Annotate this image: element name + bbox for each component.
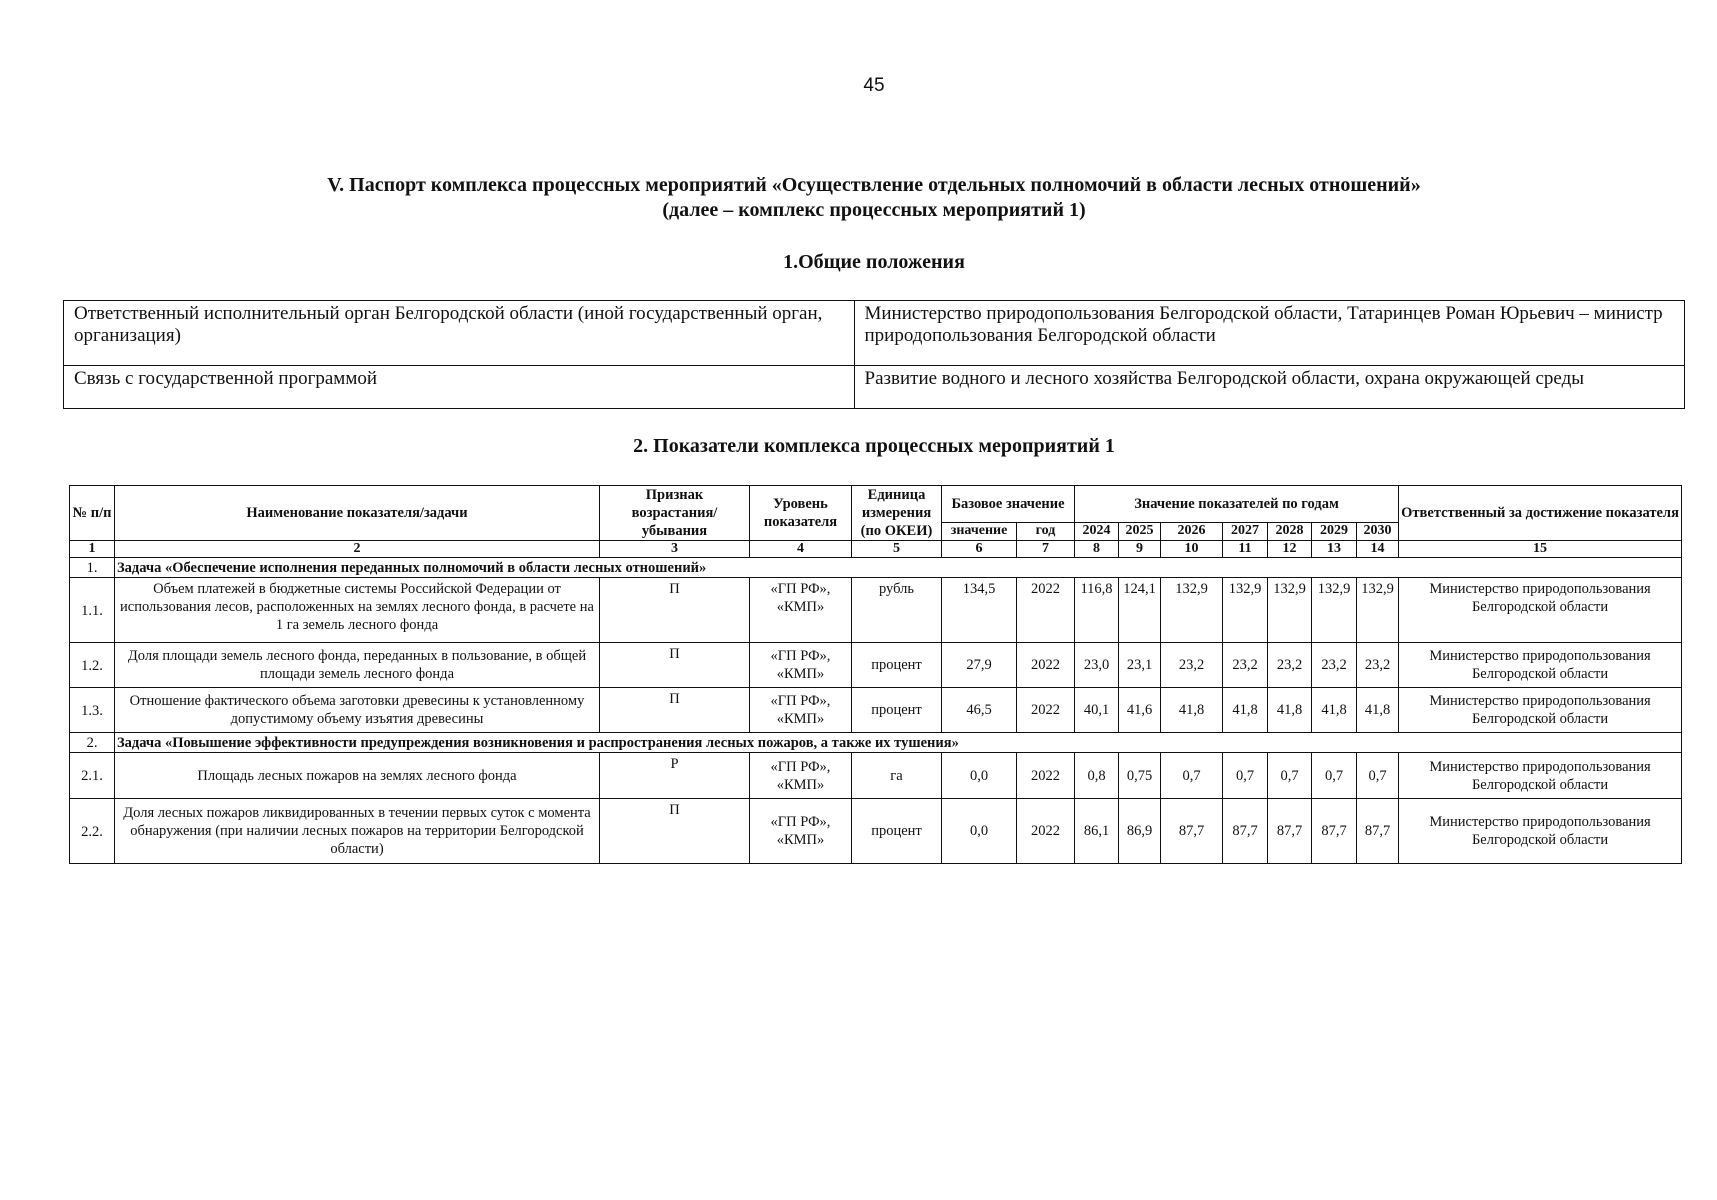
indicator-name: Отношение фактического объема заготовки древесины к установленному допустимому объему изъятия древесины xyxy=(115,688,600,733)
indicator-base-year: 2022 xyxy=(1017,799,1075,864)
task-title: Задача «Обеспечение исполнения переданных полномочий в области лесных отношений» xyxy=(115,558,1682,578)
column-number: 13 xyxy=(1312,541,1357,558)
task-number: 2. xyxy=(70,733,115,753)
indicator-base-year: 2022 xyxy=(1017,643,1075,688)
col-header-level: Уровень показателя xyxy=(750,486,852,541)
task-title: Задача «Повышение эффективности предупреждения возникновения и распространения лесных пожаров, а также их тушения» xyxy=(115,733,1682,753)
indicator-year-value: 23,2 xyxy=(1223,643,1268,688)
indicator-row xyxy=(70,688,1682,733)
indicator-year-value: 23,2 xyxy=(1312,643,1357,688)
indicator-year-value: 23,0 xyxy=(1075,643,1119,688)
indicator-base-value: 46,5 xyxy=(942,688,1017,733)
col-header-sign: Признак возрастания/ убывания xyxy=(600,486,750,541)
indicator-row xyxy=(70,799,1682,864)
indicator-year-value: 41,8 xyxy=(1268,688,1312,733)
indicator-year-value: 0,7 xyxy=(1223,753,1268,799)
indicator-number: 2.2. xyxy=(70,799,115,864)
indicator-year-value: 132,9 xyxy=(1161,578,1223,643)
page-number: 45 xyxy=(863,75,885,96)
indicator-year-value: 41,6 xyxy=(1119,688,1161,733)
col-header-responsible: Ответственный за достижение показателя xyxy=(1399,486,1682,541)
indicator-year-value: 87,7 xyxy=(1312,799,1357,864)
indicator-name: Доля площади земель лесного фонда, переданных в пользование, в общей площади земель лесного фонда xyxy=(115,643,600,688)
indicator-row xyxy=(70,643,1682,688)
indicator-year-value: 0,7 xyxy=(1357,753,1399,799)
section-subtitle: (далее – комплекс процессных мероприятий 1) xyxy=(662,199,1086,221)
indicator-number: 1.2. xyxy=(70,643,115,688)
indicator-base-value: 0,0 xyxy=(942,799,1017,864)
indicator-year-value: 132,9 xyxy=(1357,578,1399,643)
indicator-number: 1.3. xyxy=(70,688,115,733)
section-title: V. Паспорт комплекса процессных мероприятий «Осуществление отдельных полномочий в области лесных отношений» xyxy=(327,174,1421,196)
column-number: 6 xyxy=(942,541,1017,558)
indicator-year-value: 87,7 xyxy=(1357,799,1399,864)
indicator-year-value: 0,75 xyxy=(1119,753,1161,799)
general-provisions-title: 1.Общие положения xyxy=(783,251,965,273)
general-row-program-link xyxy=(64,366,1685,409)
column-number: 8 xyxy=(1075,541,1119,558)
indicator-year-value: 41,8 xyxy=(1312,688,1357,733)
indicator-unit: процент xyxy=(852,799,942,864)
col-header-base: Базовое значение xyxy=(942,486,1075,523)
indicator-year-value: 0,7 xyxy=(1268,753,1312,799)
indicators-title: 2. Показатели комплекса процессных мероприятий 1 xyxy=(633,435,1115,457)
col-header-year: 2025 xyxy=(1119,522,1161,540)
indicator-year-value: 41,8 xyxy=(1223,688,1268,733)
indicator-sign: Р xyxy=(600,753,750,799)
indicator-year-value: 41,8 xyxy=(1357,688,1399,733)
task-number: 1. xyxy=(70,558,115,578)
indicator-number: 1.1. xyxy=(70,578,115,643)
indicator-name: Объем платежей в бюджетные системы Российской Федерации от использования лесов, расположенных на землях лесного фонда, в расчете на 1 га земель лесного фонда xyxy=(115,578,600,643)
task-row xyxy=(70,558,1682,578)
column-number: 1 xyxy=(70,541,115,558)
col-header-year: 2027 xyxy=(1223,522,1268,540)
header-row xyxy=(70,486,1682,523)
indicator-unit: га xyxy=(852,753,942,799)
indicator-year-value: 0,8 xyxy=(1075,753,1119,799)
col-header-values-by-year: Значение показателей по годам xyxy=(1075,486,1399,523)
general-row-responsible xyxy=(64,301,1685,366)
column-number: 9 xyxy=(1119,541,1161,558)
indicator-year-value: 86,9 xyxy=(1119,799,1161,864)
indicator-year-value: 40,1 xyxy=(1075,688,1119,733)
col-header-base-year: год xyxy=(1017,522,1075,540)
indicator-row xyxy=(70,578,1682,643)
program-link-label: Связь с государственной программой xyxy=(64,366,855,409)
indicator-row xyxy=(70,753,1682,799)
indicator-year-value: 132,9 xyxy=(1223,578,1268,643)
col-header-year: 2028 xyxy=(1268,522,1312,540)
indicator-level: «ГП РФ», «КМП» xyxy=(750,643,852,688)
column-number: 5 xyxy=(852,541,942,558)
indicator-year-value: 23,2 xyxy=(1268,643,1312,688)
indicator-name: Площадь лесных пожаров на землях лесного фонда xyxy=(115,753,600,799)
indicator-responsible: Министерство природопользования Белгородской области xyxy=(1399,688,1682,733)
indicator-name: Доля лесных пожаров ликвидированных в течении первых суток с момента обнаружения (при наличии лесных пожаров на территории Белгородской области) xyxy=(115,799,600,864)
responsible-body-label: Ответственный исполнительный орган Белгородской области (иной государственный орган, организация) xyxy=(64,301,855,366)
indicator-year-value: 116,8 xyxy=(1075,578,1119,643)
column-number: 12 xyxy=(1268,541,1312,558)
column-number: 4 xyxy=(750,541,852,558)
indicator-year-value: 87,7 xyxy=(1223,799,1268,864)
column-number: 10 xyxy=(1161,541,1223,558)
indicator-unit: рубль xyxy=(852,578,942,643)
indicators-table xyxy=(69,485,1682,864)
indicator-base-year: 2022 xyxy=(1017,688,1075,733)
column-number-row xyxy=(70,541,1682,558)
col-header-year: 2026 xyxy=(1161,522,1223,540)
col-header-name: Наименование показателя/задачи xyxy=(115,486,600,541)
indicator-year-value: 23,2 xyxy=(1161,643,1223,688)
indicator-level: «ГП РФ», «КМП» xyxy=(750,753,852,799)
indicator-sign: П xyxy=(600,799,750,864)
responsible-body-value: Министерство природопользования Белгородской области, Татаринцев Роман Юрьевич – министр природопользования Белгородской области xyxy=(854,301,1685,366)
indicator-year-value: 0,7 xyxy=(1312,753,1357,799)
indicator-level: «ГП РФ», «КМП» xyxy=(750,799,852,864)
program-link-value: Развитие водного и лесного хозяйства Белгородской области, охрана окружающей среды xyxy=(854,366,1685,409)
indicator-number: 2.1. xyxy=(70,753,115,799)
indicator-year-value: 41,8 xyxy=(1161,688,1223,733)
column-number: 7 xyxy=(1017,541,1075,558)
col-header-year: 2030 xyxy=(1357,522,1399,540)
column-number: 3 xyxy=(600,541,750,558)
indicator-year-value: 23,2 xyxy=(1357,643,1399,688)
indicator-year-value: 87,7 xyxy=(1268,799,1312,864)
indicator-base-year: 2022 xyxy=(1017,578,1075,643)
indicator-sign: П xyxy=(600,688,750,733)
indicator-base-value: 27,9 xyxy=(942,643,1017,688)
general-provisions-table xyxy=(63,300,1685,409)
col-header-year: 2024 xyxy=(1075,522,1119,540)
indicator-responsible: Министерство природопользования Белгородской области xyxy=(1399,753,1682,799)
indicator-level: «ГП РФ», «КМП» xyxy=(750,578,852,643)
indicator-year-value: 0,7 xyxy=(1161,753,1223,799)
indicator-unit: процент xyxy=(852,643,942,688)
indicator-sign: П xyxy=(600,643,750,688)
indicator-sign: П xyxy=(600,578,750,643)
indicator-year-value: 86,1 xyxy=(1075,799,1119,864)
indicator-year-value: 87,7 xyxy=(1161,799,1223,864)
indicator-unit: процент xyxy=(852,688,942,733)
indicator-responsible: Министерство природопользования Белгородской области xyxy=(1399,799,1682,864)
col-header-num: № п/п xyxy=(70,486,115,541)
task-row xyxy=(70,733,1682,753)
col-header-unit: Единица измерения (по ОКЕИ) xyxy=(852,486,942,541)
indicator-level: «ГП РФ», «КМП» xyxy=(750,688,852,733)
column-number: 15 xyxy=(1399,541,1682,558)
indicator-year-value: 23,1 xyxy=(1119,643,1161,688)
col-header-base-value: значение xyxy=(942,522,1017,540)
column-number: 11 xyxy=(1223,541,1268,558)
col-header-year: 2029 xyxy=(1312,522,1357,540)
indicator-year-value: 132,9 xyxy=(1268,578,1312,643)
indicator-responsible: Министерство природопользования Белгородской области xyxy=(1399,578,1682,643)
indicator-year-value: 132,9 xyxy=(1312,578,1357,643)
indicator-base-value: 0,0 xyxy=(942,753,1017,799)
indicator-responsible: Министерство природопользования Белгородской области xyxy=(1399,643,1682,688)
column-number: 2 xyxy=(115,541,600,558)
indicator-year-value: 124,1 xyxy=(1119,578,1161,643)
column-number: 14 xyxy=(1357,541,1399,558)
indicator-base-value: 134,5 xyxy=(942,578,1017,643)
indicator-base-year: 2022 xyxy=(1017,753,1075,799)
